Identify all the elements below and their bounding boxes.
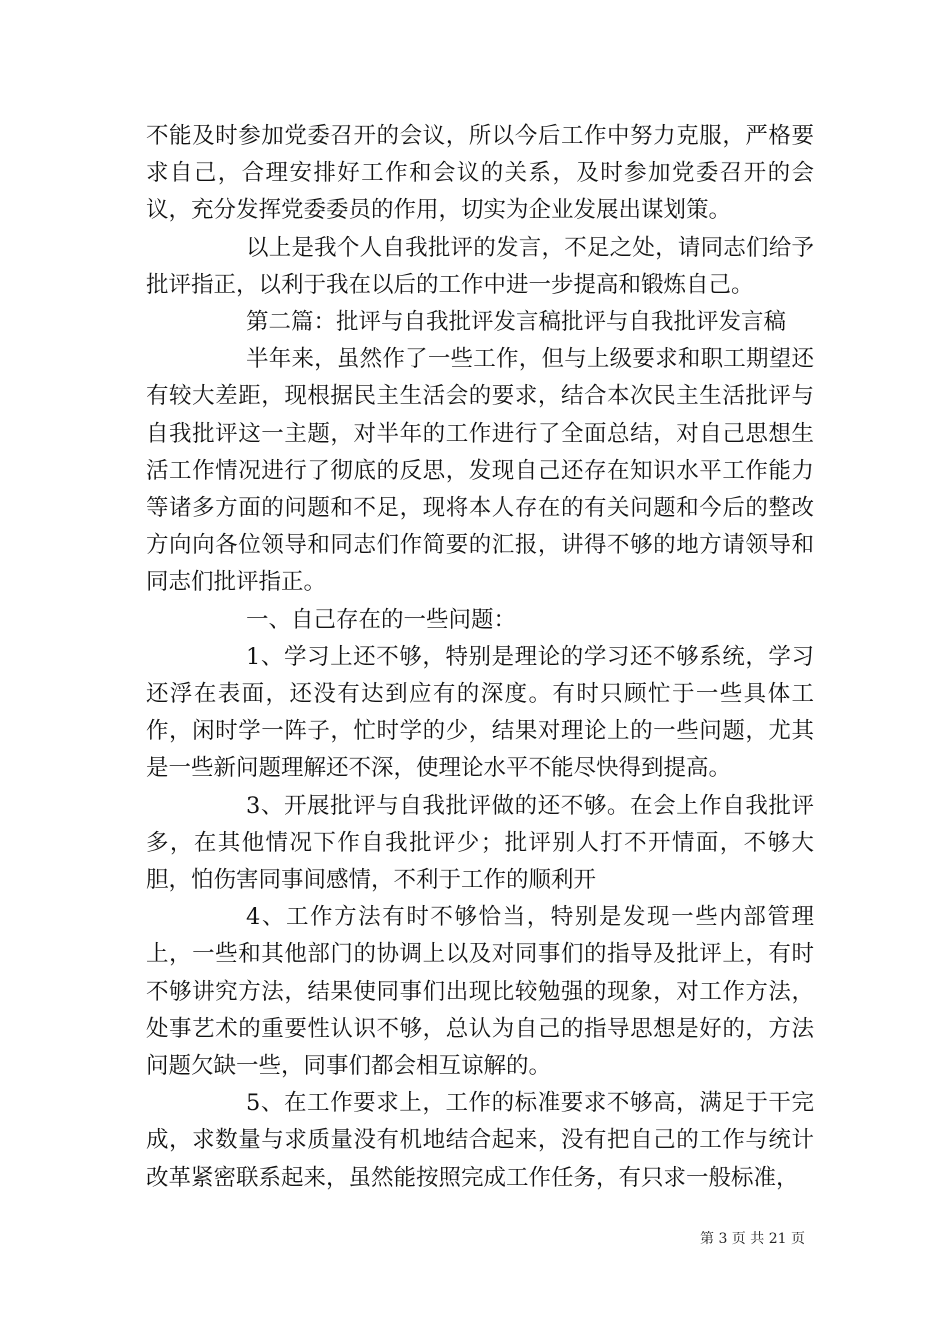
paragraph-intro: 半年来，虽然作了一些工作，但与上级要求和职工期望还有较大差距，现根据民主生活会的要求，结合本次民主生活批评与自我批评这一主题，对半年的工作进行了全面总结，对自己思想生活工作情况进行了彻底的反思，发现自己还存在知识水平工作能力等诸多方面的问题和不足，现将本人存在的有关问题和今后的整改方向向各位领导和同志们作简要的汇报，讲得不够的地方请领导和同志们批评指正。	[146, 346, 814, 596]
page-number: 第 3 页 共 21 页	[700, 1231, 805, 1247]
paragraph-closing: 以上是我个人自我批评的发言，不足之处，请同志们给予批评指正，以利于我在以后的工作中进一步提高和锻炼自己。	[146, 234, 814, 298]
document-body	[146, 118, 814, 1197]
subsection-heading: 一、自己存在的一些问题：	[246, 606, 517, 633]
paragraph-continued: 不能及时参加党委召开的会议，所以今后工作中努力克服，严格要求自己，合理安排好工作和会议的关系，及时参加党委召开的会议，充分发挥党委委员的作用，切实为企业发展出谋划策。	[146, 123, 814, 224]
list-item-5: 5、在工作要求上，工作的标准要求不够高，满足于干完成，求数量与求质量没有机地结合起来，没有把自己的工作与统计改革紧密联系起来，虽然能按照完成工作任务，有只求一般标准，	[146, 1090, 814, 1191]
list-item-4: 4、工作方法有时不够恰当，特别是发现一些内部管理上，一些和其他部门的协调上以及对同事们的指导及批评上，有时不够讲究方法，结果使同事们出现比较勉强的现象，对工作方法，处事艺术的重要性认识不够，总认为自己的指导思想是好的，方法问题欠缺一些，同事们都会相互谅解的。	[146, 904, 814, 1080]
list-item-1: 1、学习上还不够，特别是理论的学习还不够系统，学习还浮在表面，还没有达到应有的深度。有时只顾忙于一些具体工作，闲时学一阵子，忙时学的少，结果对理论上的一些问题，尤其是一些新问题理解还不深，使理论水平不能尽快得到提高。	[146, 643, 814, 782]
list-item-3: 3、开展批评与自我批评做的还不够。在会上作自我批评多，在其他情况下作自我批评少；批评别人打不开情面，不够大胆，怕伤害同事间感情，不利于工作的顺利开	[146, 792, 814, 894]
section-heading: 第二篇：批评与自我批评发言稿批评与自我批评发言稿	[246, 309, 787, 336]
